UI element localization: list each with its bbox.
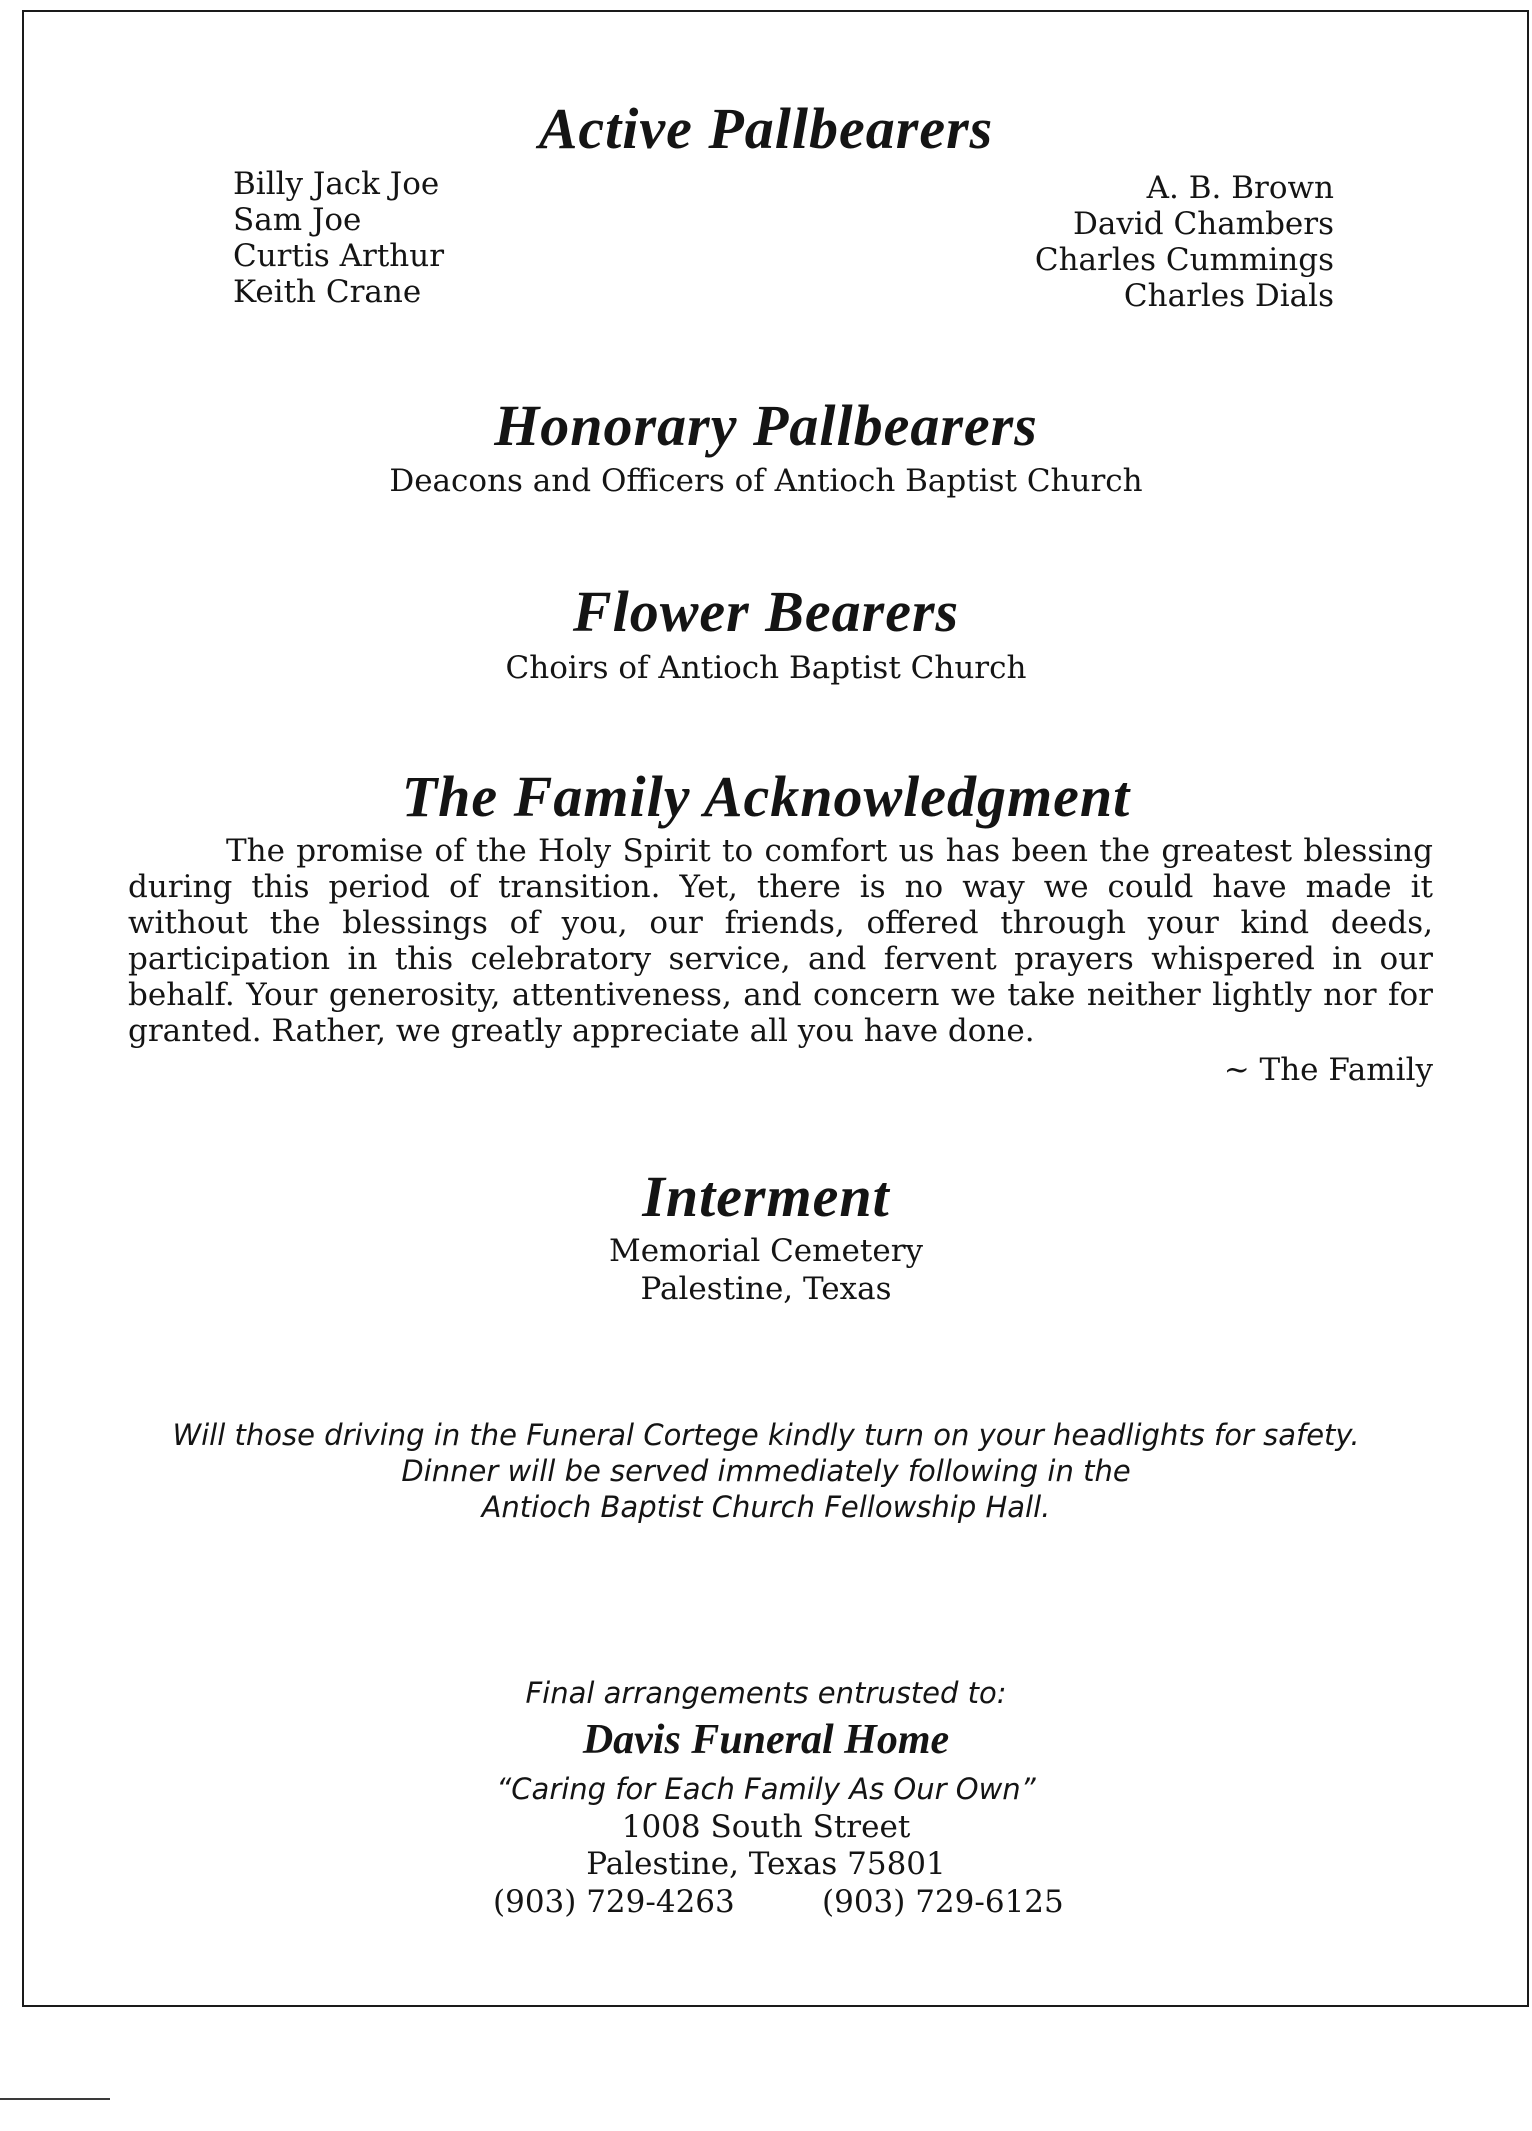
pallbearer-name: Billy Jack Joe <box>233 166 440 202</box>
funeral-home-phone-2: (903) 729-6125 <box>822 1884 1064 1920</box>
interment-heading: Interment <box>642 1164 890 1229</box>
pallbearer-name: A. B. Brown <box>1146 170 1334 206</box>
pallbearer-name: Keith Crane <box>233 274 422 310</box>
active-pallbearers-right-list <box>1035 170 1334 314</box>
funeral-home-name: Davis Funeral Home <box>582 1717 950 1763</box>
fellowship-hall-notice: Antioch Baptist Church Fellowship Hall. <box>481 1490 1051 1524</box>
interment-location: Palestine, Texas <box>640 1271 892 1307</box>
cortege-notice: Will those driving in the Funeral Cortege kindly turn on your headlights for safety. <box>172 1418 1360 1452</box>
honorary-pallbearers-text: Deacons and Officers of Antioch Baptist Church <box>389 463 1143 499</box>
family-acknowledgment-heading: The Family Acknowledgment <box>401 764 1131 829</box>
funeral-home-phone-1: (903) 729-4263 <box>493 1884 735 1920</box>
family-signature: ~ The Family <box>1223 1052 1433 1088</box>
pallbearer-name: Charles Cummings <box>1034 242 1334 278</box>
active-pallbearers-left-list <box>233 166 444 310</box>
scan-edge-mark <box>0 2098 110 2100</box>
pallbearer-name: Sam Joe <box>233 202 362 238</box>
dinner-notice: Dinner will be served immediately following in the <box>401 1454 1131 1488</box>
funeral-home-street: 1008 South Street <box>621 1809 911 1845</box>
pallbearer-name: David Chambers <box>1073 206 1334 242</box>
pallbearer-name: Curtis Arthur <box>233 238 445 274</box>
funeral-home-motto: “Caring for Each Family As Our Own” <box>496 1772 1036 1806</box>
flower-bearers-heading: Flower Bearers <box>572 579 960 644</box>
family-acknowledgment-paragraph: The promise of the Holy Spirit to comfort us has been the greatest blessing during this period of transition. Yet, there is no way we could have made it without the blessings of you, our friends, offered through your kind deeds, participation in this celebratory service, and fervent prayers whispered in our behalf. Your generosity, attentiveness, and concern we take neither lightly nor for granted. Rather, we greatly appreciate all you have done. <box>128 833 1433 1049</box>
honorary-pallbearers-heading: Honorary Pallbearers <box>494 393 1038 458</box>
funeral-home-city: Palestine, Texas 75801 <box>586 1846 946 1882</box>
arrangements-intro: Final arrangements entrusted to: <box>525 1676 1007 1710</box>
flower-bearers-text: Choirs of Antioch Baptist Church <box>505 650 1027 686</box>
pallbearer-name: Charles Dials <box>1123 278 1334 314</box>
active-pallbearers-heading: Active Pallbearers <box>538 96 994 161</box>
interment-cemetery: Memorial Cemetery <box>608 1233 924 1269</box>
